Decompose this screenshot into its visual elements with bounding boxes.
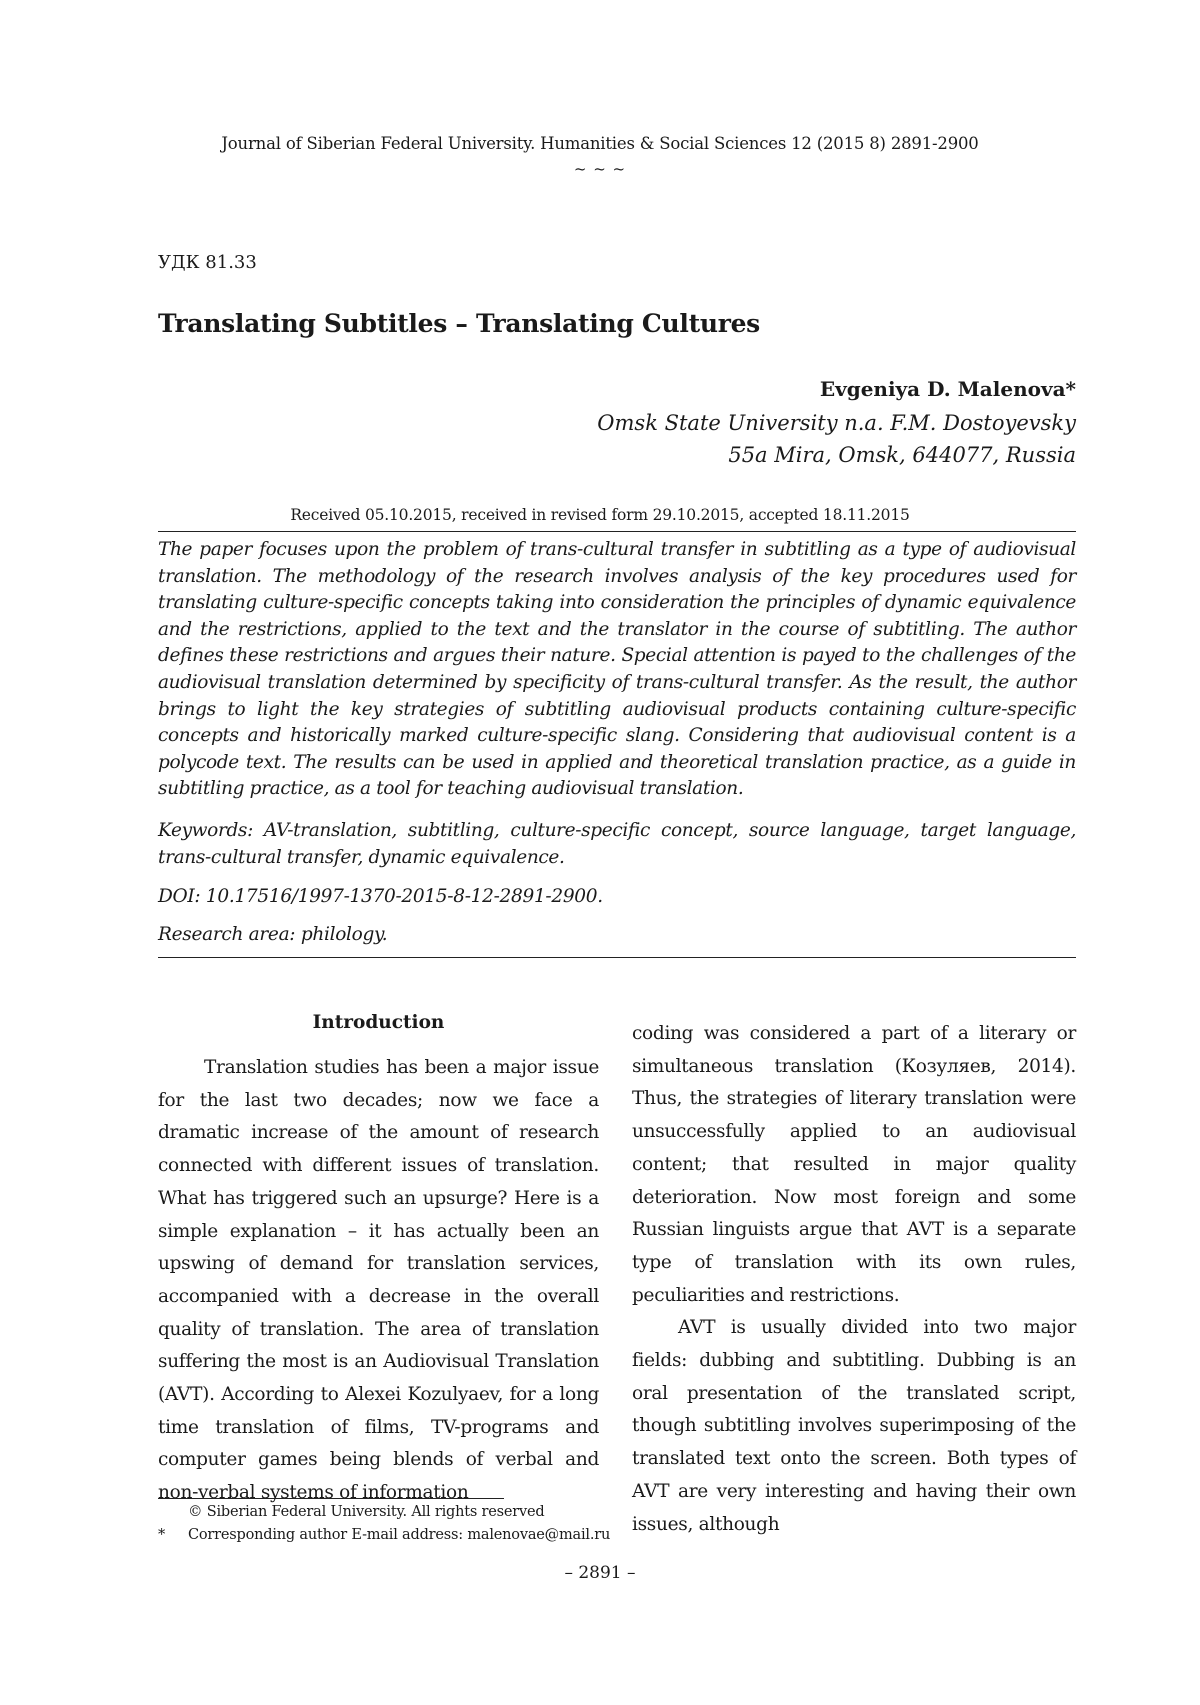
- affiliation-line-2: 55a Mira, Omsk, 644077, Russia: [728, 443, 1076, 467]
- paragraph: Translation studies has been a major issue for the last two decades; now we face a dramatic increase of the amount of research connected with different issues of translation. What has triggered such an upsurge? Here is a simple explanation – it has actually been an upswing of demand for translation services, accompanied with a decrease in the overall quality of translation. The area of translation suffering the most is an Audiovisual Translation (AVT). According to Alexei Kozulyaev, for a long time translation of films, TV-programs and computer games being blends of verbal and non-verbal systems of information: [158, 1057, 599, 1504]
- journal-header: Journal of Siberian Federal University. Humanities & Social Sciences 12 (2015 8) 2891-2900: [221, 134, 979, 153]
- affiliation-line-1: Omsk State University n.a. F.M. Dostoyevsky: [597, 411, 1076, 435]
- footnote-marker: *: [158, 1527, 166, 1543]
- received-dates: Received 05.10.2015, received in revised form 29.10.2015, accepted 18.11.2015: [290, 506, 910, 524]
- body-column-left: [158, 1052, 599, 1510]
- doi: DOI: 10.17516/1997-1370-2015-8-12-2891-2900.: [158, 886, 603, 907]
- header-ornament: ~ ~ ~: [573, 160, 627, 178]
- footnote-copyright: © Siberian Federal University. All rights reserved: [188, 1504, 545, 1520]
- paragraph: coding was considered a part of a literary or simultaneous translation (Козуляев, 2014). Thus, the strategies of literary translation were unsuccessfully applied to an audiovisual content; that resulted in major quality deterioration. Now most foreign and some Russian linguists argue that AVT is a separate type of translation with its own rules, peculiarities and restrictions.: [632, 1023, 1076, 1306]
- research-area: Research area: philology.: [158, 924, 388, 945]
- paragraph: AVT is usually divided into two major fields: dubbing and subtitling. Dubbing is an oral presentation of the translated script, though subtitling involves superimposing of the translated text onto the screen. Both types of AVT are very interesting and having their own issues, although: [632, 1317, 1076, 1535]
- author-name: Evgeniya D. Malenova*: [819, 377, 1076, 401]
- body-column-right: [632, 1018, 1076, 1541]
- section-heading-introduction: Introduction: [312, 1012, 445, 1033]
- abstract-bottom-rule: [158, 957, 1076, 958]
- keywords: Keywords: AV-translation, subtitling, culture-specific concept, source language, target language, trans-cultural transfer, dynamic equivalence.: [158, 820, 1076, 868]
- abstract: The paper focuses upon the problem of trans-cultural transfer in subtitling as a type of audiovisual translation. The methodology of the research involves analysis of the key procedures used for translating culture-specific concepts taking into consideration the principles of dynamic equivalence and the restrictions, applied to the text and the translator in the course of subtitling. The author defines these restrictions and argues their nature. Special attention is payed to the challenges of the audiovisual translation determined by specificity of trans-cultural transfer. As the result, the author brings to light the key strategies of subtitling audiovisual products containing culture-specific concepts and historically marked culture-specific slang. Considering that audiovisual content is a polycode text. The results can be used in applied and theoretical translation practice, as a guide in subtitling practice, as a tool for teaching audiovisual translation.: [158, 539, 1076, 800]
- article-title: Translating Subtitles – Translating Cultures: [158, 309, 760, 338]
- abstract-top-rule: [158, 531, 1076, 532]
- page-number: – 2891 –: [564, 1563, 636, 1583]
- footnote-rule: [158, 1498, 504, 1499]
- udk-code: УДК 81.33: [158, 252, 257, 273]
- footnote-corresponding-author: Corresponding author E-mail address: malenovae@mail.ru: [188, 1527, 611, 1543]
